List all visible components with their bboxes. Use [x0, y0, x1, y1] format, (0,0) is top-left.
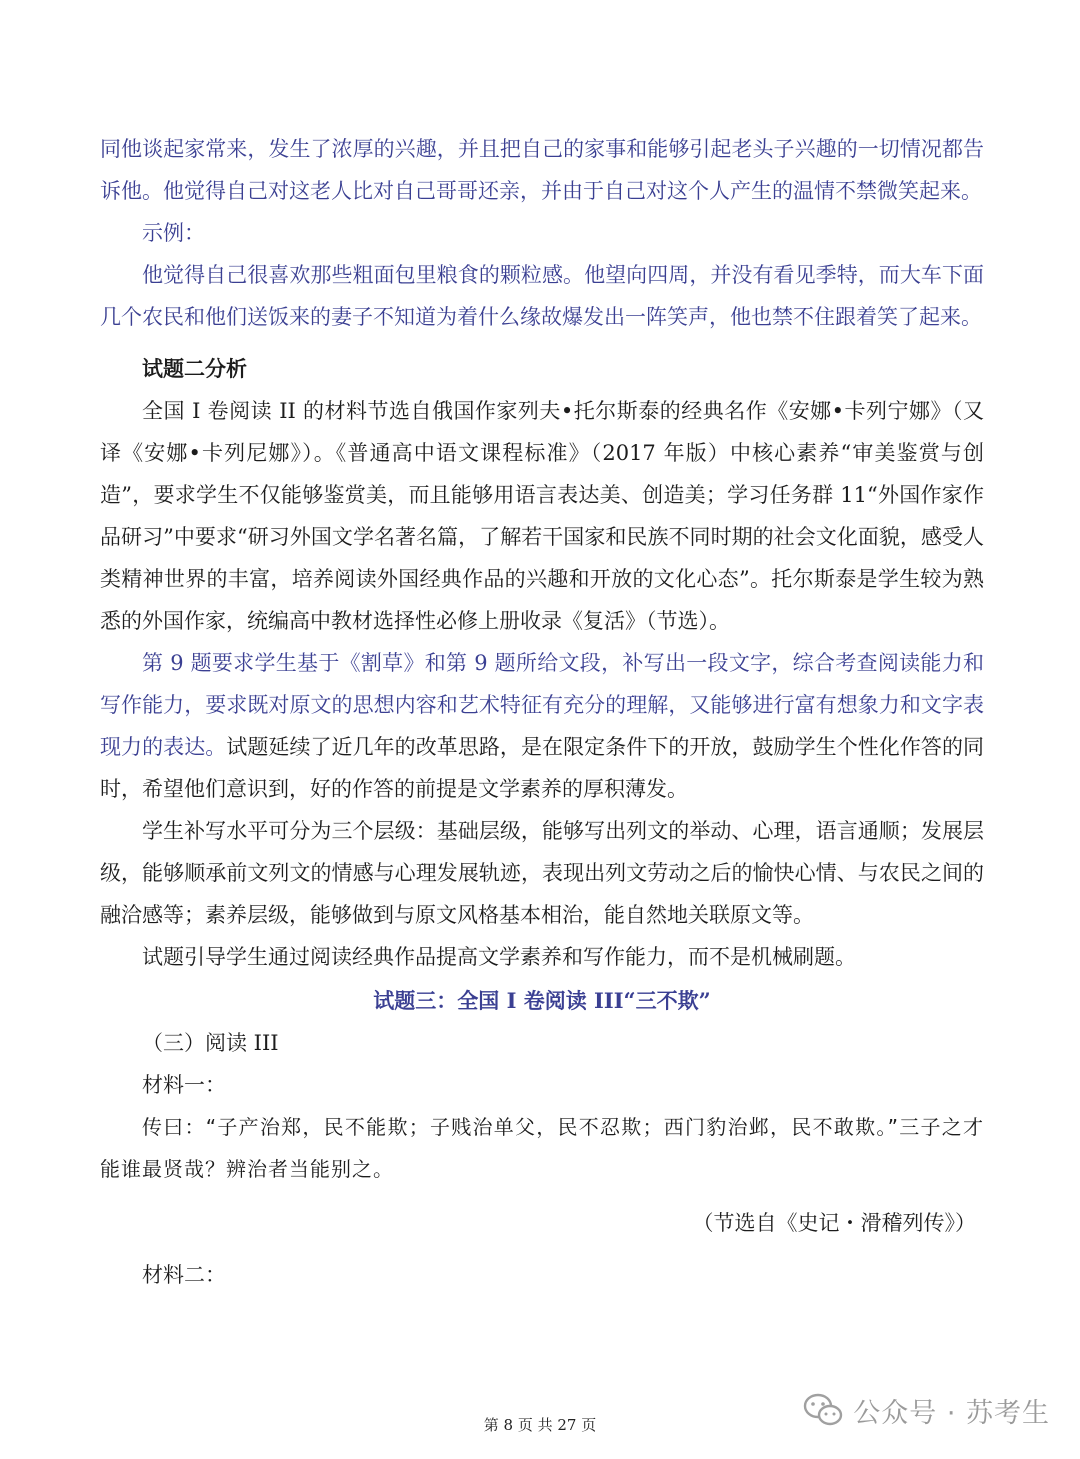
paragraph-guidance: 试题引导学生通过阅读经典作品提高文学素养和写作能力，而不是机械刷题。: [142, 945, 856, 969]
material-one-text: 传曰：“子产治郑，民不能欺；子贱治单父，民不忍欺；西门豹治邺，民不敢欺。”三子之才能谁最贤哉？辨治者当能别之。: [100, 1115, 984, 1181]
material-two-label: 材料二：: [142, 1263, 226, 1287]
paragraph-example-label: 示例：: [142, 221, 205, 245]
section-heading-analysis: 试题二分析: [142, 356, 247, 381]
paragraph-example: 他觉得自己很喜欢那些粗面包里粮食的颗粒感。他望向四周，并没有看见季特，而大车下面几个农民和他们送饭来的妻子不知道为着什么缘故爆发出一阵笑声，他也禁不住跟着笑了起来。: [100, 263, 984, 329]
page-number-footer: 第 8 页 共 27 页: [483, 1416, 597, 1434]
section-title-question3: 试题三：全国 I 卷阅读 III“三不欺”: [373, 988, 711, 1013]
paragraph-question9-rest: 试题延续了近几年的改革思路，是在限定条件下的开放，鼓励学生个性化作答的同时，希望他们意识到，好的作答的前提是文学素养的厚积薄发。: [100, 735, 985, 801]
page-content: [100, 128, 984, 1296]
material-one-source: （节选自《史记・滑稽列传》）: [692, 1211, 976, 1235]
watermark-text: 公众号 · 苏考生: [853, 1397, 1050, 1429]
paragraph-analysis: 全国 I 卷阅读 II 的材料节选自俄国作家列夫•托尔斯泰的经典名作《安娜•卡列宁娜》（又译《安娜•卡列尼娜》）。《普通高中语文课程标准》（2017 年版）中核心素养“审美鉴赏与创造”，要求学生不仅能够鉴赏美，而且能够用语言表达美、创造美；学习任务群 11“外国作家作品研习”中要求“研习外国文学名著名篇，了解若干国家和民族不同时期的社会文化面貌，感受人类精神世界的丰富，培养阅读外国经典作品的兴趣和开放的文化心态”。托尔斯泰是学生较为熟悉的外国作家，统编高中教材选择性必修上册收录《复活》（节选）。: [100, 399, 984, 633]
paragraph-question9: [100, 642, 984, 810]
wechat-icon: [803, 1393, 843, 1427]
paragraph-question9-highlight: 第 9 题要求学生基于《割草》和第 9 题所给文段，补写出一段文字，综合考查阅读能力和写作能力，要求既对原文的思想内容和艺术特征有充分的理解，又能够进行富有想象力和文字表现力的表达。: [100, 651, 984, 759]
material-one-label: 材料一：: [142, 1073, 226, 1097]
watermark: [803, 1384, 1050, 1436]
reading-label: （三）阅读 III: [142, 1031, 279, 1055]
paragraph-levels: 学生补写水平可分为三个层级：基础层级，能够写出列文的举动、心理，语言通顺；发展层级，能够顺承前文列文的情感与心理发展轨迹，表现出列文劳动之后的愉快心情、与农民之间的融洽感等；素养层级，能够做到与原文风格基本相治，能自然地关联原文等。: [100, 819, 984, 927]
paragraph-continuation: 同他谈起家常来，发生了浓厚的兴趣，并且把自己的家事和能够引起老头子兴趣的一切情况都告诉他。他觉得自己对这老人比对自己哥哥还亲，并由于自己对这个人产生的温情不禁微笑起来。: [100, 137, 984, 203]
